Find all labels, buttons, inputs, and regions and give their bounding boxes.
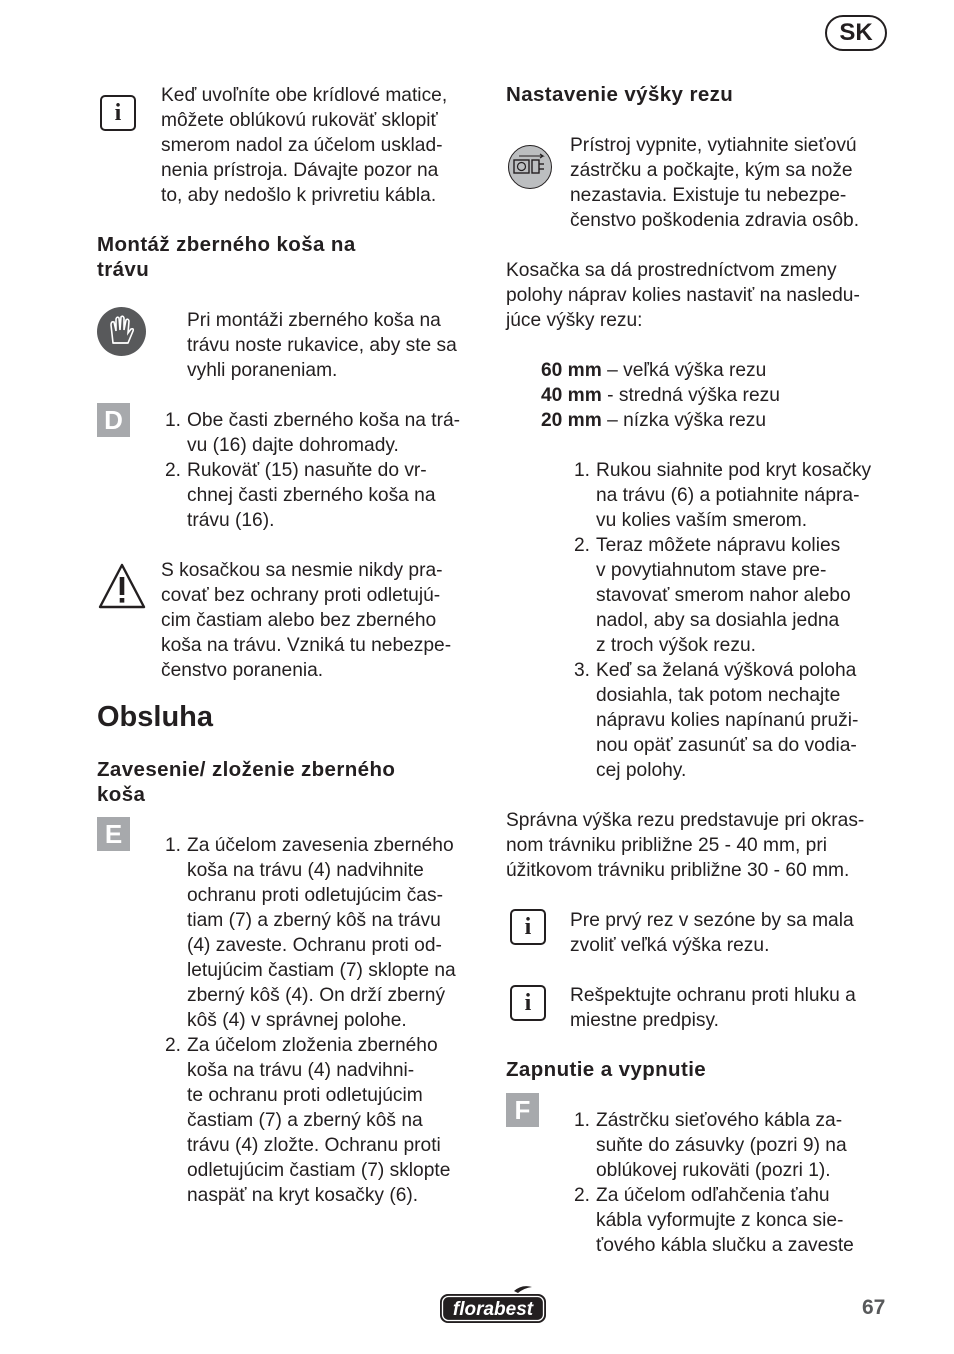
- warning-icon: [97, 562, 147, 610]
- unplug-note: [570, 133, 900, 233]
- list-number: 2.: [573, 1185, 590, 1206]
- text-line: Rešpektujte ochranu proti hluku a: [570, 985, 856, 1006]
- heading-line: Montáž zberného koša na: [97, 233, 356, 256]
- text-line: nezastavia. Existuje tu nebezpe-: [570, 185, 847, 206]
- cutting-heights-list: [541, 358, 881, 433]
- list-item-line: koša na trávu (4) nadvihnite: [187, 860, 424, 881]
- cutting-height-label: - stredná výška rezu: [601, 385, 780, 406]
- cutting-height-label: – veľká výška rezu: [601, 360, 767, 381]
- text-line: trávu noste rukavice, aby ste sa: [187, 335, 457, 356]
- list-item-line: nadol, aby sa dosiahla jedna: [596, 610, 840, 631]
- language-badge: SK: [825, 15, 887, 51]
- heading-line: trávu: [97, 258, 150, 281]
- text-line: zvoliť veľká výška rezu.: [570, 935, 770, 956]
- list-number: 2.: [573, 535, 590, 556]
- text-line: nom trávniku približne 25 - 40 mm, pri: [506, 835, 827, 856]
- list-item-line: ťového kábla slučku a zaveste: [596, 1235, 854, 1256]
- list-item-line: vu kolies vaším smerom.: [596, 510, 808, 531]
- heading-line: koša: [97, 783, 146, 806]
- list-number: 1.: [164, 410, 181, 431]
- heading-cutting-height: Nastavenie výšky rezu: [506, 83, 734, 106]
- text-line: Prístroj vypnite, vytiahnite sieťovú: [570, 135, 857, 156]
- text-line: covať bez ochrany proti odletujú-: [161, 585, 441, 606]
- step-label-f: F: [506, 1093, 539, 1127]
- list-item-line: odletujúcim častiam (7) sklopte: [187, 1160, 451, 1181]
- info-icon: i: [510, 909, 546, 945]
- cutting-height-value: 40 mm: [541, 385, 602, 406]
- warning-note: [161, 558, 491, 683]
- list-item: [560, 533, 900, 658]
- text-line: S kosačkou sa nesmie nikdy pra-: [161, 560, 443, 581]
- text-line: Kosačka sa dá prostredníctvom zmeny: [506, 260, 837, 281]
- list-item-line: stavovať smerom nahor alebo: [596, 585, 851, 606]
- list-item-line: trávu (16).: [187, 510, 275, 531]
- list-number: 3.: [573, 660, 590, 681]
- list-item-line: z troch výšok rezu.: [596, 635, 756, 656]
- list-item-line: Rukoväť (15) nasuňte do vr-: [187, 460, 427, 481]
- list-item-line: cej polohy.: [596, 760, 687, 781]
- list-number: 1.: [164, 835, 181, 856]
- section-title: Obsluha: [97, 701, 214, 733]
- recommended-height-paragraph: [506, 808, 906, 883]
- step-label-e: E: [97, 817, 130, 851]
- text-line: Správna výška rezu predstavuje pri okras-: [506, 810, 865, 831]
- list-item: [560, 1108, 900, 1183]
- text-line: júce výšky rezu:: [506, 310, 643, 331]
- info-note-fold-handle: [161, 83, 481, 208]
- cutting-height-item: [541, 358, 881, 383]
- text-line: Keď uvoľníte obe krídlové matice,: [161, 85, 448, 106]
- text-line: cim častiam alebo bez zberného: [161, 610, 437, 631]
- list-item: [151, 1033, 491, 1208]
- unplug-icon: [508, 145, 552, 189]
- list-item-line: Keď sa želaná výšková poloha: [596, 660, 857, 681]
- heading-grass-catcher-mounting: [97, 232, 477, 282]
- text-line: smerom nadol za účelom usklad-: [161, 135, 443, 156]
- list-number: 2.: [164, 460, 181, 481]
- info-note-noise: [570, 983, 900, 1033]
- list-item: [151, 833, 491, 1033]
- list-item-line: v povytiahnutom stave pre-: [596, 560, 827, 581]
- list-item-line: kábla vyformujte z konca sie-: [596, 1210, 844, 1231]
- heading-line: Zavesenie/ zloženie zberného: [97, 758, 396, 781]
- svg-text:florabest: florabest: [452, 1299, 534, 1320]
- list-number: 2.: [164, 1035, 181, 1056]
- text-line: vyhli poraneniam.: [187, 360, 338, 381]
- list-item-line: te ochranu proti odletujúcim: [187, 1085, 423, 1106]
- list-item-line: Za účelom zavesenia zberného: [187, 835, 454, 856]
- cutting-height-value: 60 mm: [541, 360, 602, 381]
- text-line: to, aby nedošlo k privretiu kábla.: [161, 185, 437, 206]
- text-line: Pri montáži zberného koša na: [187, 310, 441, 331]
- list-item-line: nápravu kolies napínanú pruži-: [596, 710, 859, 731]
- list-item-line: oblúkovej rukoväti (pozri 1).: [596, 1160, 831, 1181]
- text-line: čenstvo poranenia.: [161, 660, 324, 681]
- list-item-line: (4) zaveste. Ochranu proti od-: [187, 935, 442, 956]
- text-line: koša na trávu. Vzniká tu nebezpe-: [161, 635, 452, 656]
- steps-list-d: [151, 408, 491, 533]
- list-item: [560, 658, 900, 783]
- text-line: zástrčku a počkajte, kým sa nože: [570, 160, 853, 181]
- info-note-first-cut: [570, 908, 900, 958]
- list-item-line: koša na trávu (4) nadvihni-: [187, 1060, 415, 1081]
- text-line: úžitkovom trávniku približne 30 - 60 mm.: [506, 860, 850, 881]
- list-item-line: Zástrčku sieťového kábla za-: [596, 1110, 843, 1131]
- steps-list-f: [560, 1108, 900, 1258]
- steps-list-height: [560, 458, 900, 783]
- list-item: [560, 1183, 900, 1258]
- list-number: 1.: [573, 460, 590, 481]
- list-item-line: častiam (7) a zberný kôš na: [187, 1110, 423, 1131]
- list-item-line: dosiahla, tak potom nechajte: [596, 685, 841, 706]
- list-item-line: Rukou siahnite pod kryt kosačky: [596, 460, 872, 481]
- steps-list-e: [151, 833, 491, 1208]
- list-item-line: chnej časti zberného koša na: [187, 485, 436, 506]
- list-item-line: naspäť na kryt kosačky (6).: [187, 1185, 419, 1206]
- list-item-line: Za účelom odľahčenia ťahu: [596, 1185, 830, 1206]
- text-line: polohy náprav kolies nastaviť na nasledu-: [506, 285, 860, 306]
- list-item-line: na trávu (6) a potiahnite nápra-: [596, 485, 860, 506]
- list-item-line: zberný kôš (4). On drží zberný: [187, 985, 446, 1006]
- text-line: môžete oblúkovú rukoväť sklopiť: [161, 110, 438, 131]
- step-label-d: D: [97, 403, 130, 437]
- text-line: miestne predpisy.: [570, 1010, 719, 1031]
- info-icon: i: [510, 985, 546, 1021]
- cutting-height-label: – nízka výška rezu: [601, 410, 767, 431]
- heading-hang-fold-catcher: [97, 757, 477, 807]
- heading-switch-on-off: Zapnutie a vypnutie: [506, 1058, 707, 1081]
- text-line: Pre prvý rez v sezóne by sa mala: [570, 910, 854, 931]
- intro-paragraph: [506, 258, 906, 333]
- page-number: 67: [862, 1296, 886, 1319]
- list-item-line: trávu (4) zložte. Ochranu proti: [187, 1135, 441, 1156]
- cutting-height-item: [541, 383, 881, 408]
- text-line: čenstvo poškodenia zdravia osôb.: [570, 210, 860, 231]
- list-item: [151, 408, 491, 458]
- florabest-logo: [438, 1283, 548, 1325]
- list-item-line: suňte do zásuvky (pozri 9) na: [596, 1135, 847, 1156]
- list-item-line: Obe časti zberného koša na trá-: [187, 410, 461, 431]
- info-icon: i: [100, 95, 136, 131]
- list-item-line: Za účelom zloženia zberného: [187, 1035, 438, 1056]
- cutting-height-item: [541, 408, 881, 433]
- list-item-line: vu (16) dajte dohromady.: [187, 435, 399, 456]
- gloves-icon: [97, 307, 146, 356]
- list-item: [560, 458, 900, 533]
- list-item: [151, 458, 491, 533]
- list-item-line: ochranu proti odletujúcim čas-: [187, 885, 443, 906]
- list-item-line: Teraz môžete nápravu kolies: [596, 535, 841, 556]
- text-line: nenia prístroja. Dávajte pozor na: [161, 160, 439, 181]
- list-item-line: kôš (4) v správnej polohe.: [187, 1010, 407, 1031]
- list-number: 1.: [573, 1110, 590, 1131]
- list-item-line: letujúcim častiam (7) sklopte na: [187, 960, 456, 981]
- list-item-line: nou opäť zasunúť sa do vodia-: [596, 735, 857, 756]
- list-item-line: tiam (7) a zberný kôš na trávu: [187, 910, 441, 931]
- gloves-note: [187, 308, 487, 383]
- cutting-height-value: 20 mm: [541, 410, 602, 431]
